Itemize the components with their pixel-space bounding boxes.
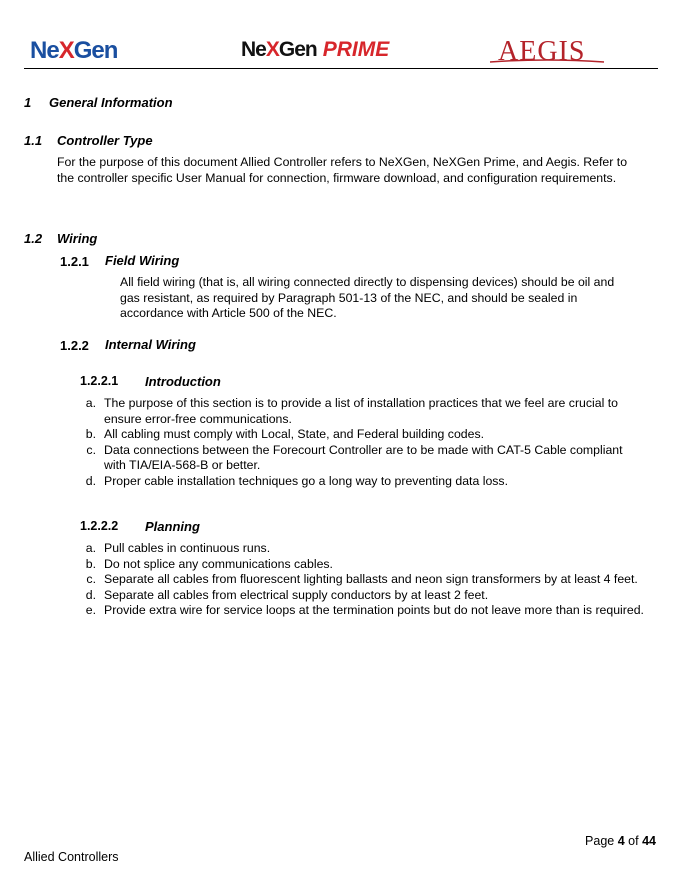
- section-1-1-number: 1.1: [24, 133, 43, 148]
- list-item: e. Provide extra wire for service loops at the termination points but do not leave more than is required.: [85, 603, 644, 617]
- introduction-list: [80, 396, 658, 489]
- list-item: b. Do not splice any communications cables.: [85, 556, 333, 571]
- section-1-2-title: Wiring: [57, 231, 98, 246]
- section-1-2-2-2-title: Planning: [145, 519, 200, 534]
- section-1-1-title: Controller Type: [57, 133, 153, 148]
- aegis-logo: AEGIS: [498, 36, 586, 67]
- section-1-2-1-number: 1.2.1: [60, 254, 89, 269]
- header-divider: [24, 68, 658, 69]
- page-number: Page 4 of 44: [585, 834, 656, 848]
- section-1-2-2-2-number: 1.2.2.2: [80, 519, 119, 533]
- section-1-2-number: 1.2: [24, 231, 43, 246]
- section-1-2-2-1-number: 1.2.2.1: [80, 374, 119, 388]
- section-1-2-2-title: Internal Wiring: [105, 337, 196, 352]
- list-item: d. Proper cable installation techniques go a long way to preventing data loss.: [85, 473, 509, 488]
- section-1-number: 1: [24, 95, 32, 110]
- section-1-2-1-body: All field wiring (that is, all wiring connected directly to dispensing devices) should be oil and gas resistant, as required by Paragraph 501-13 of the NEC, and should be sealed in accordance with Article 500 of the NEC.: [120, 275, 615, 320]
- aegis-swoosh-icon: [488, 58, 606, 64]
- section-1-2-1-title: Field Wiring: [105, 253, 180, 268]
- planning-list: [80, 541, 658, 619]
- section-1-title: General Information: [49, 95, 173, 110]
- list-item: d. Separate all cables from electrical supply conductors by at least 2 feet.: [85, 587, 489, 602]
- section-1-2-2-number: 1.2.2: [60, 338, 89, 353]
- list-item: c. Separate all cables from fluorescent lighting ballasts and neon sign transformers by at least 4 feet.: [86, 572, 638, 586]
- footer-company: Allied Controllers: [24, 850, 119, 864]
- list-item: c. Data connections between the Forecourt Controller are to be made with CAT-5 Cable compliant with TIA/EIA-568-B or better.: [86, 442, 623, 472]
- nexgen-logo: NeXGen: [30, 37, 118, 64]
- nexgen-prime-logo: NeXGen PRIME: [241, 38, 390, 61]
- section-1-2-2-1-title: Introduction: [145, 374, 221, 389]
- list-item: a. The purpose of this section is to provide a list of installation practices that we feel are crucial to ensure error-free communications.: [85, 396, 618, 426]
- list-item: a. Pull cables in continuous runs.: [85, 541, 271, 555]
- list-item: b. All cabling must comply with Local, State, and Federal building codes.: [85, 427, 485, 441]
- section-1-1-body: For the purpose of this document Allied Controller refers to NeXGen, NeXGen Prime, and Aegis. Refer to the controller specific User Manual for connection, firmware download, and configuration requirements.: [57, 155, 628, 185]
